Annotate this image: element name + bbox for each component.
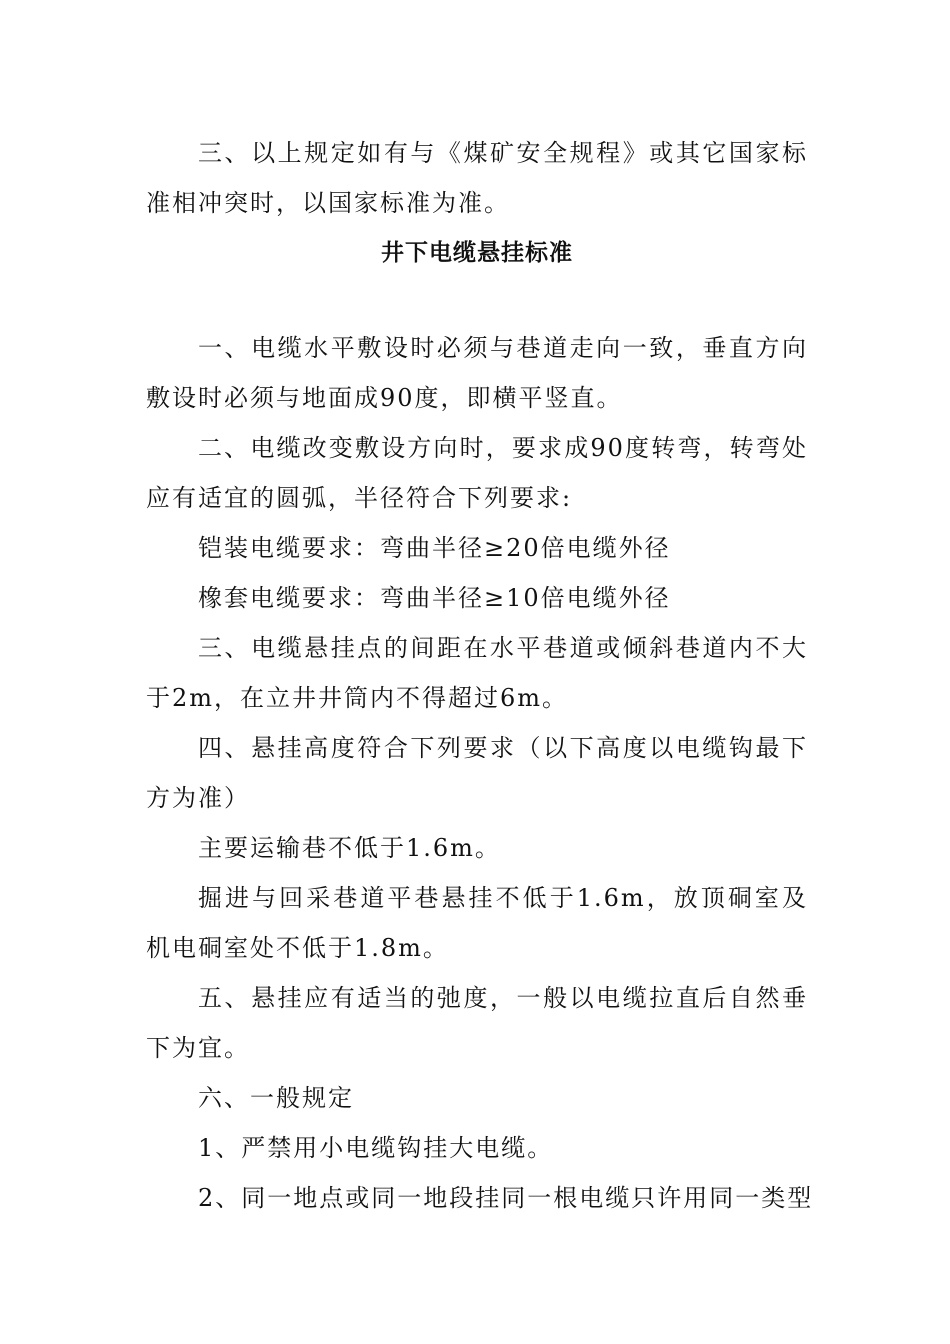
paragraph-1: 一、电缆水平敷设时必须与巷道走向一致，垂直方向敷设时必须与地面成90度，即横平竖直。 [146, 334, 808, 412]
paragraph-2: 二、电缆改变敷设方向时，要求成90度转弯，转弯处应有适宜的圆弧，半径符合下列要求: [146, 434, 808, 512]
rubber-cable-requirement: 橡套电缆要求：弯曲半径≥10倍电缆外径 [198, 584, 671, 612]
paragraph-6: 六、一般规定 [198, 1084, 354, 1112]
document-body [146, 128, 814, 1223]
armored-cable-requirement: 铠装电缆要求：弯曲半径≥20倍电缆外径 [198, 534, 671, 562]
paragraph-5: 五、悬挂应有适当的弛度，一般以电缆拉直后自然垂下为宜。 [146, 984, 808, 1062]
intro-paragraph: 三、以上规定如有与《煤矿安全规程》或其它国家标准相冲突时，以国家标准为准。 [146, 139, 808, 217]
paragraph-3: 三、电缆悬挂点的间距在水平巷道或倾斜巷道内不大于2m，在立井井筒内不得超过6m。 [146, 634, 808, 712]
rule-2: 2、同一地点或同一地段挂同一根电缆只许用同一类型 [198, 1184, 814, 1212]
section-title: 井下电缆悬挂标准 [381, 240, 573, 266]
paragraph-4: 四、悬挂高度符合下列要求（以下高度以电缆钩最下方为准） [146, 734, 808, 812]
roadway-requirement: 掘进与回采巷道平巷悬挂不低于1.6m，放顶硐室及机电硐室处不低于1.8m。 [146, 884, 808, 962]
main-haulage-requirement: 主要运输巷不低于1.6m。 [198, 834, 501, 862]
rule-1: 1、严禁用小电缆钩挂大电缆。 [198, 1134, 554, 1162]
